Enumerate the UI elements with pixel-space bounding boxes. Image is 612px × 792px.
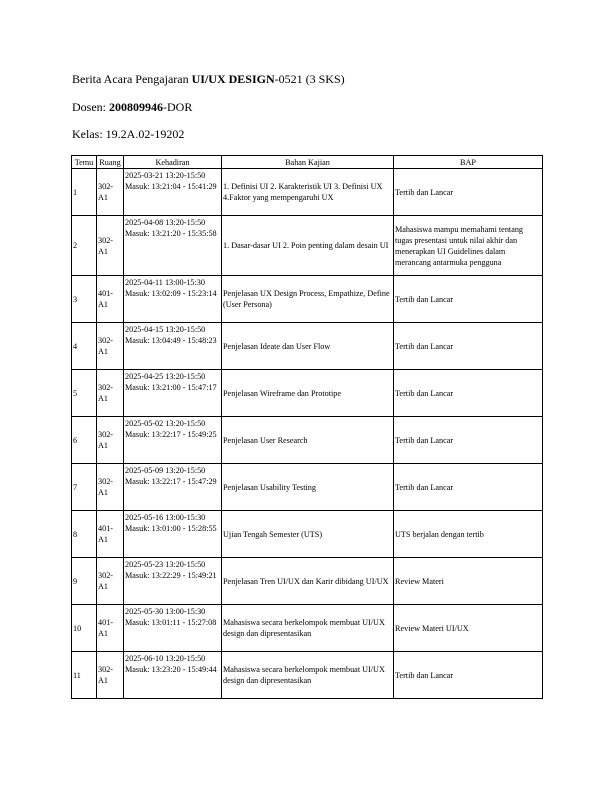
table-row [72,370,543,417]
session-schedule: 2025-06-10 13:20-15:50 [125,654,206,663]
topic-cell: Penjelasan Wireframe dan Prototipe [222,370,394,417]
bap-cell: Mahasiswa mampu memahami tentang tugas presentasi untuk nilai akhir dan menerapkan UI Guidelines dalam merancang antarmuka pengguna [394,216,543,276]
room-cell: 302-A1 [97,417,124,464]
bap-cell: UTS berjalan dengan tertib [394,511,543,558]
room-cell: 302-A1 [97,169,124,216]
bap-cell: Tertib dan Lancar [394,464,543,511]
bap-cell: Tertib dan Lancar [394,417,543,464]
room-cell: 302-A1 [97,464,124,511]
table-row [72,323,543,370]
temu-cell: 8 [72,511,97,558]
check-in-time: Masuk: 13:21:04 - 15:41:29 [125,182,217,191]
topic-cell: Penjelasan Ideate dan User Flow [222,323,394,370]
temu-cell: 11 [72,652,97,699]
room-cell: 302-A1 [97,652,124,699]
check-in-time: Masuk: 13:04:49 - 15:48:23 [125,336,217,345]
table-row [72,464,543,511]
table-row [72,652,543,699]
topic-cell: Ujian Tengah Semester (UTS) [222,511,394,558]
attendance-cell [124,323,222,370]
lecturer-suffix: -DOR [163,100,193,114]
lecturer-label: Dosen: [72,100,109,114]
temu-cell: 6 [72,417,97,464]
temu-cell: 1 [72,169,97,216]
attendance-cell [124,652,222,699]
check-in-time: Masuk: 13:22:17 - 15:49:25 [125,430,217,439]
bap-cell: Tertib dan Lancar [394,370,543,417]
attendance-cell [124,605,222,652]
topic-cell: Mahasiswa secara berkelompok membuat UI/UX design dan dipresentasikan [222,605,394,652]
class-line: Kelas: 19.2A.02-19202 [72,127,185,141]
check-in-time: Masuk: 13:02:09 - 15:23:14 [125,289,217,298]
table-row [72,169,543,216]
check-in-time: Masuk: 13:22:17 - 15:47:29 [125,477,217,486]
table-row [72,216,543,276]
attendance-cell [124,464,222,511]
topic-cell: Penjelasan UX Design Process, Empathize, Define (User Persona) [222,276,394,323]
temu-cell: 9 [72,558,97,605]
attendance-cell [124,417,222,464]
table-body [72,169,543,699]
table-row [72,276,543,323]
session-schedule: 2025-04-11 13:00-15:30 [125,278,205,287]
room-cell: 302-A1 [97,370,124,417]
room-cell: 302-A1 [97,558,124,605]
col-header-bap: BAP [394,156,543,169]
room-cell: 401-A1 [97,605,124,652]
room-cell: 302-A1 [97,216,124,276]
attendance-cell [124,169,222,216]
attendance-cell [124,276,222,323]
check-in-time: Masuk: 13:21:20 - 15:35:58 [125,229,217,238]
attendance-cell [124,216,222,276]
check-in-time: Masuk: 13:01:00 - 15:28:55 [125,524,217,533]
title-prefix: Berita Acara Pengajaran [72,72,192,86]
session-schedule: 2025-04-15 13:20-15:50 [125,325,206,334]
table-row [72,605,543,652]
attendance-table [71,155,543,699]
temu-cell: 2 [72,216,97,276]
course-name: UI/UX DESIGN [191,72,275,86]
attendance-cell [124,558,222,605]
topic-cell: Penjelasan User Research [222,417,394,464]
session-schedule: 2025-05-02 13:20-15:50 [125,419,206,428]
room-cell: 401-A1 [97,276,124,323]
session-schedule: 2025-04-25 13:20-15:50 [125,372,206,381]
col-header-temu: Temu [72,156,97,169]
topic-cell: Penjelasan Usability Testing [222,464,394,511]
temu-cell: 4 [72,323,97,370]
col-header-ruang: Ruang [97,156,124,169]
table-row [72,558,543,605]
topic-cell: 1. Dasar-dasar UI 2. Poin penting dalam desain UI [222,216,394,276]
check-in-time: Masuk: 13:23:20 - 15:49:44 [125,665,217,674]
check-in-time: Masuk: 13:21:00 - 15:47:17 [125,383,217,392]
temu-cell: 3 [72,276,97,323]
bap-cell: Tertib dan Lancar [394,276,543,323]
session-schedule: 2025-03-21 13:20-15:50 [125,171,206,180]
lecturer-id: 200809946 [109,100,163,114]
session-schedule: 2025-05-23 13:20-15:50 [125,560,206,569]
room-cell: 401-A1 [97,511,124,558]
temu-cell: 7 [72,464,97,511]
topic-cell: 1. Definisi UI 2. Karakteristik UI 3. Definisi UX 4.Faktor yang mempengaruhi UX [222,169,394,216]
table-row [72,511,543,558]
topic-cell: Penjelasan Tren UI/UX dan Karir dibidang UI/UX [222,558,394,605]
topic-cell: Mahasiswa secara berkelompok membuat UI/UX design dan dipresentasikan [222,652,394,699]
col-header-kehadiran: Kehadiran [124,156,222,169]
document-title [72,72,345,86]
temu-cell: 5 [72,370,97,417]
bap-cell: Review Materi UI/UX [394,605,543,652]
table-row [72,417,543,464]
attendance-cell [124,370,222,417]
session-schedule: 2025-05-16 13:00-15:30 [125,513,206,522]
session-schedule: 2025-05-09 13:20-15:50 [125,466,206,475]
room-cell: 302-A1 [97,323,124,370]
session-schedule: 2025-04-08 13:20-15:50 [125,218,206,227]
col-header-bahan-kajian: Bahan Kajian [222,156,394,169]
check-in-time: Masuk: 13:22:29 - 15:49:21 [125,571,217,580]
check-in-time: Masuk: 13:01:11 - 15:27:08 [125,618,217,627]
lecturer-line [72,100,192,114]
bap-cell: Tertib dan Lancar [394,652,543,699]
temu-cell: 10 [72,605,97,652]
table-header-row [72,156,543,169]
bap-cell: Tertib dan Lancar [394,169,543,216]
bap-cell: Tertib dan Lancar [394,323,543,370]
attendance-cell [124,511,222,558]
course-suffix: -0521 (3 SKS) [274,72,345,86]
session-schedule: 2025-05-30 13:00-15:30 [125,607,206,616]
bap-cell: Review Materi [394,558,543,605]
